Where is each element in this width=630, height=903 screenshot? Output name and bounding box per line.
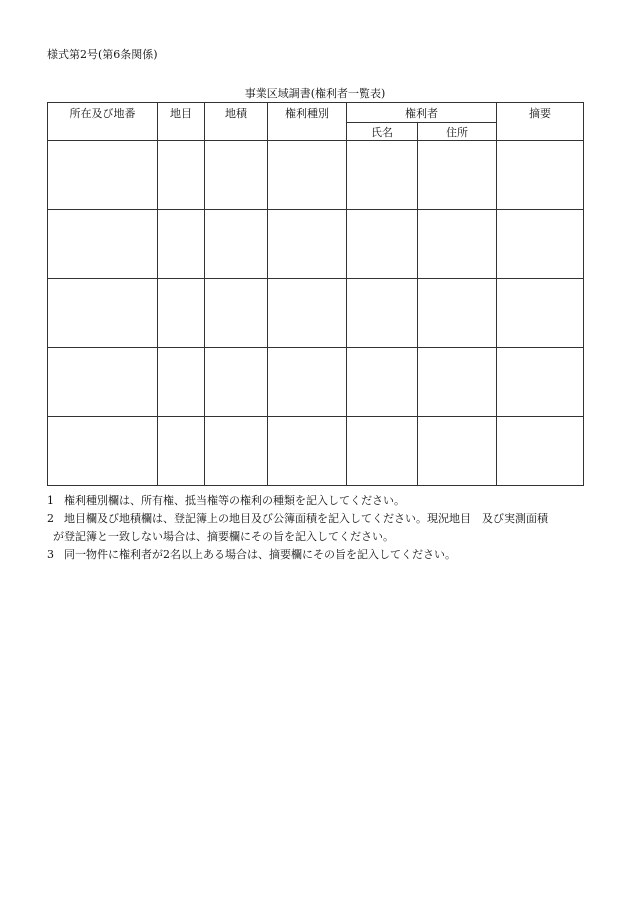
cell-land-category[interactable] — [158, 141, 205, 210]
cell-name[interactable] — [347, 417, 418, 486]
header-remarks: 摘要 — [497, 103, 584, 141]
cell-right-type[interactable] — [268, 417, 347, 486]
note-text: 権利種別欄は、所有権、抵当権等の権利の種類を記入してください。 — [64, 494, 405, 507]
note-text: 同一物件に権利者が2名以上ある場合は、摘要欄にその旨を記入してください。 — [64, 548, 456, 561]
note-text-continued: が登記簿と一致しない場合は、摘要欄にその旨を記入してください。 — [53, 530, 394, 543]
cell-location[interactable] — [48, 417, 158, 486]
header-rights-holder: 権利者 — [347, 103, 497, 123]
cell-name[interactable] — [347, 210, 418, 279]
cell-remarks[interactable] — [497, 279, 584, 348]
cell-area[interactable] — [205, 141, 268, 210]
note-number: 1 — [47, 494, 54, 507]
form-number: 様式第2号(第6条関係) — [47, 48, 158, 61]
cell-right-type[interactable] — [268, 348, 347, 417]
cell-address[interactable] — [418, 417, 497, 486]
header-location: 所在及び地番 — [48, 103, 158, 141]
note-text: 地目欄及び地積欄は、登記簿上の地目及び公簿面積を記入してください。現況地目 及び実測面積 — [64, 512, 548, 525]
header-address: 住所 — [418, 123, 497, 141]
cell-remarks[interactable] — [497, 348, 584, 417]
cell-land-category[interactable] — [158, 279, 205, 348]
cell-address[interactable] — [418, 279, 497, 348]
cell-remarks[interactable] — [497, 417, 584, 486]
note-number: 2 — [47, 512, 54, 525]
cell-area[interactable] — [205, 417, 268, 486]
notes-section — [47, 492, 592, 564]
cell-land-category[interactable] — [158, 348, 205, 417]
cell-address[interactable] — [418, 348, 497, 417]
note-item — [47, 492, 592, 510]
table-row — [48, 141, 584, 210]
cell-name[interactable] — [347, 141, 418, 210]
header-right-type: 権利種別 — [268, 103, 347, 141]
cell-location[interactable] — [48, 279, 158, 348]
table-row — [48, 348, 584, 417]
table-row — [48, 417, 584, 486]
note-number: 3 — [47, 548, 54, 561]
cell-location[interactable] — [48, 141, 158, 210]
cell-area[interactable] — [205, 279, 268, 348]
cell-right-type[interactable] — [268, 279, 347, 348]
cell-land-category[interactable] — [158, 210, 205, 279]
note-item — [47, 546, 592, 564]
cell-name[interactable] — [347, 348, 418, 417]
document-title: 事業区域調書(権利者一覧表) — [244, 87, 386, 100]
cell-name[interactable] — [347, 279, 418, 348]
cell-right-type[interactable] — [268, 141, 347, 210]
cell-location[interactable] — [48, 348, 158, 417]
cell-address[interactable] — [418, 210, 497, 279]
table-row — [48, 279, 584, 348]
header-area: 地積 — [205, 103, 268, 141]
cell-remarks[interactable] — [497, 141, 584, 210]
cell-area[interactable] — [205, 210, 268, 279]
table-row — [48, 210, 584, 279]
cell-land-category[interactable] — [158, 417, 205, 486]
cell-area[interactable] — [205, 348, 268, 417]
cell-address[interactable] — [418, 141, 497, 210]
cell-location[interactable] — [48, 210, 158, 279]
header-land-category: 地目 — [158, 103, 205, 141]
cell-remarks[interactable] — [497, 210, 584, 279]
cell-right-type[interactable] — [268, 210, 347, 279]
rights-holder-table — [47, 102, 584, 486]
note-item — [47, 510, 592, 546]
header-name: 氏名 — [347, 123, 418, 141]
